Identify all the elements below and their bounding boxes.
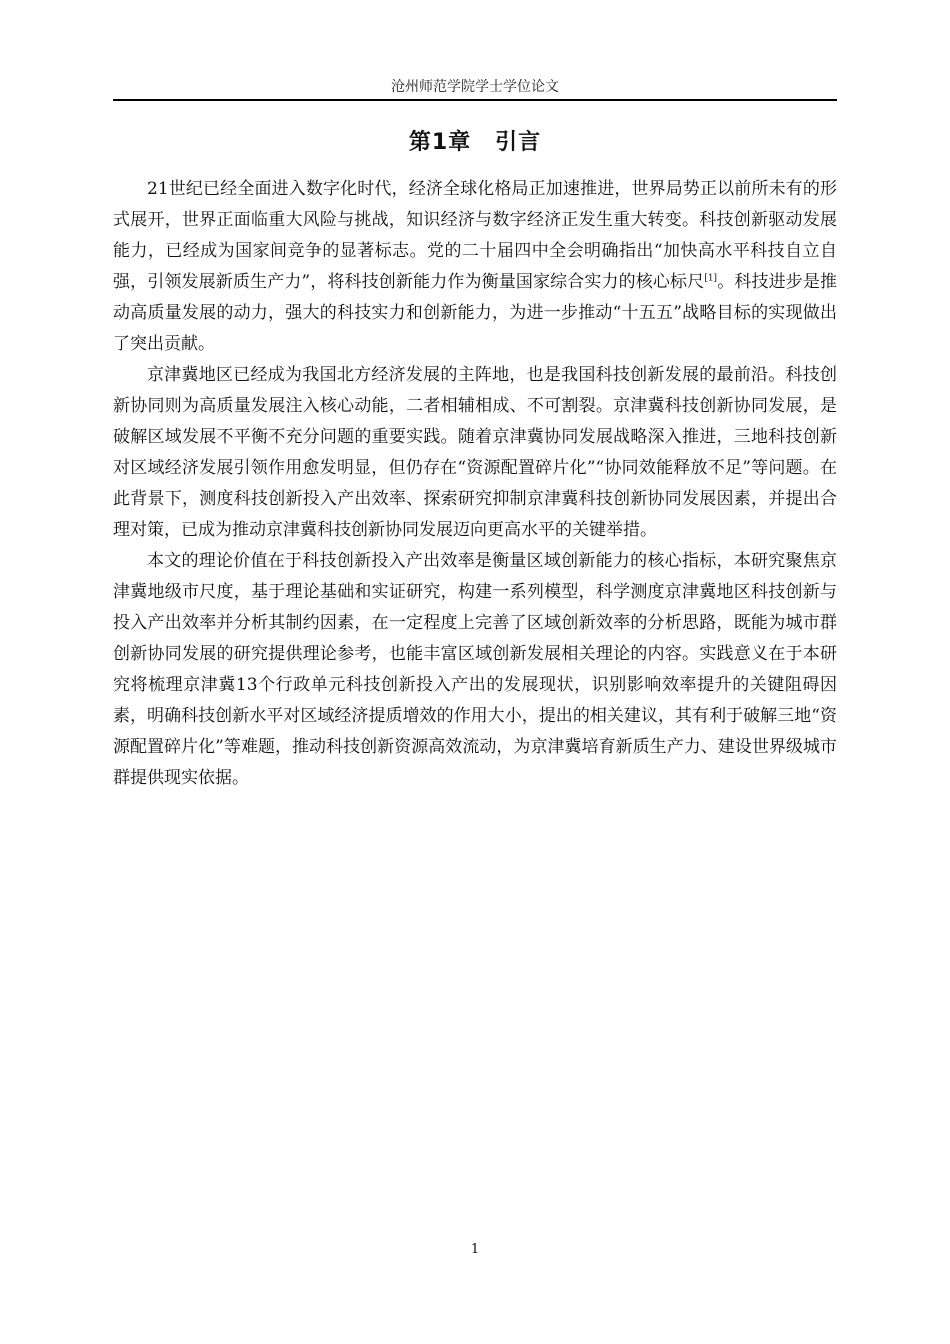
chapter-title	[113, 128, 837, 158]
page-number: 1	[470, 1242, 480, 1257]
chapter-name: 引言	[495, 130, 542, 155]
paragraph-1-text-a: 21世纪已经全面进入数字化时代，经济全球化格局正加速推进，世界局势正以前所未有的形式展开，世界正面临重大风险与挑战，知识经济与数字经济正发生重大转变。科技创新驱动发展能力，已经成为国家间竞争的显著标志。党的二十届四中全会明确指出“加快高水平科技自立自强，引领发展新质生产力”，将科技创新能力作为衡量国家综合实力的核心标尺	[113, 179, 837, 292]
header-divider	[113, 99, 837, 101]
body-text	[113, 174, 837, 794]
citation-1[interactable]: [1]	[704, 273, 718, 284]
running-header: 沧州师范学院学士学位论文	[391, 79, 559, 95]
paragraph-2: 京津冀地区已经成为我国北方经济发展的主阵地，也是我国科技创新发展的最前沿。科技创新协同则为高质量发展注入核心动能，二者相辅相成、不可割裂。京津冀科技创新协同发展，是破解区域发展不平衡不充分问题的重要实践。随着京津冀协同发展战略深入推进，三地科技创新对区域经济发展引领作用愈发明显，但仍存在“资源配置碎片化”“协同效能释放不足”等问题。在此背景下，测度科技创新投入产出效率、探索研究抑制京津冀科技创新协同发展因素，并提出合理对策，已成为推动京津冀科技创新协同发展迈向更高水平的关键举措。	[113, 365, 837, 540]
paragraph-1-text-b: 。科技进步是推动高质量发展的动力，强大的科技实力和创新能力，为进一步推动“十五五”战略目标的实现做出了突出贡献。	[113, 272, 837, 354]
chapter-number: 第1章	[408, 130, 472, 155]
paragraph-3: 本文的理论价值在于科技创新投入产出效率是衡量区域创新能力的核心指标，本研究聚焦京津冀地级市尺度，基于理论基础和实证研究，构建一系列模型，科学测度京津冀地区科技创新与投入产出效率并分析其制约因素，在一定程度上完善了区域创新效率的分析思路，既能为城市群创新协同发展的研究提供理论参考，也能丰富区域创新发展相关理论的内容。实践意义在于本研究将梳理京津冀13个行政单元科技创新投入产出的发展现状，识别影响效率提升的关键阻碍因素，明确科技创新水平对区域经济提质增效的作用大小，提出的相关建议，其有利于破解三地“资源配置碎片化”等难题，推动科技创新资源高效流动，为京津冀培育新质生产力、建设世界级城市群提供现实依据。	[113, 551, 837, 788]
paragraph-1	[113, 174, 837, 360]
